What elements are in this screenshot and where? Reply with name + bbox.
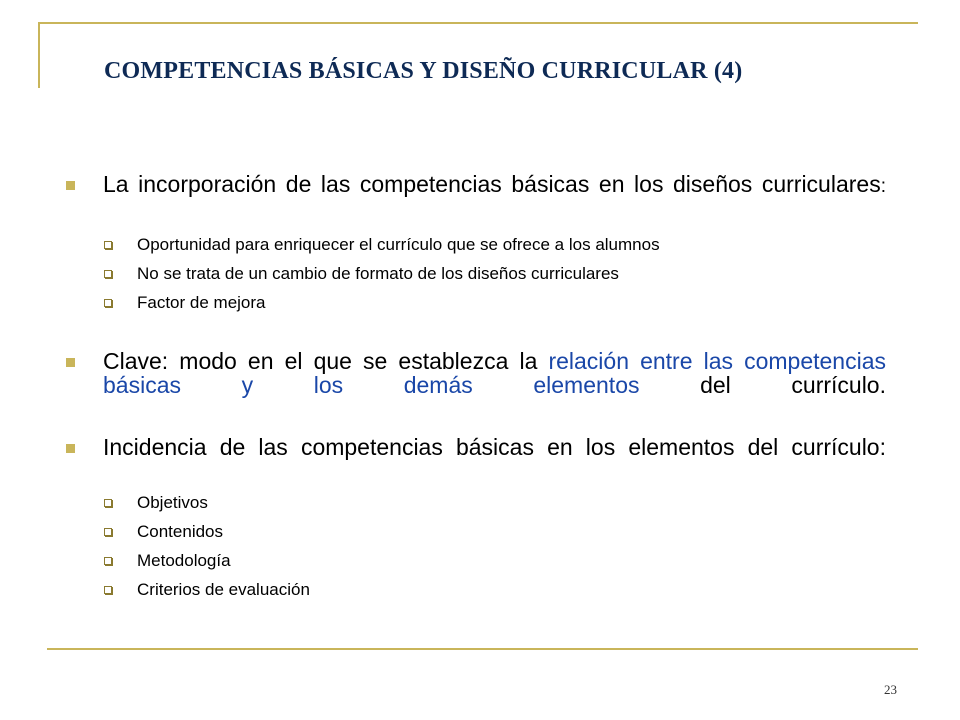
bullet-text: Clave: modo en el que se establezca la xyxy=(103,349,549,374)
bullet-item xyxy=(64,349,886,401)
bottom-divider-line xyxy=(47,648,918,650)
page-number: 23 xyxy=(884,682,897,697)
hollow-square-bullet-icon xyxy=(104,586,112,594)
hollow-square-bullet-icon xyxy=(104,299,112,307)
sub-list xyxy=(64,230,886,317)
sub-list-item-text: No se trata de un cambio de formato de los diseños curriculares xyxy=(137,264,619,283)
top-divider-line xyxy=(38,22,918,24)
sub-list-item xyxy=(102,259,886,288)
sub-list xyxy=(64,488,886,604)
sub-list-item xyxy=(102,288,886,317)
square-bullet-icon xyxy=(66,444,75,453)
bullet-item xyxy=(64,172,886,224)
sub-list-item-text: Oportunidad para enriquecer el currículo que se ofrece a los alumnos xyxy=(137,235,660,254)
sub-list-item-text: Criterios de evaluación xyxy=(137,580,310,599)
square-bullet-icon xyxy=(66,181,75,190)
bullet-item xyxy=(64,435,886,487)
sub-list-item xyxy=(102,230,886,259)
sub-list-item xyxy=(102,488,886,517)
bullet-text-end: del currículo. xyxy=(639,372,886,398)
highlighted-text: relación entre las competencias básicas y los demás elementos xyxy=(103,349,886,398)
sub-list-item-text: Objetivos xyxy=(137,493,208,512)
slide-title: COMPETENCIAS BÁSICAS Y DISEÑO CURRICULAR (4) xyxy=(104,58,743,84)
sub-list-item xyxy=(102,546,886,575)
sub-list-item xyxy=(102,575,886,604)
bullet-text-suffix: : xyxy=(880,176,886,197)
bullet-text: Incidencia de las competencias básicas en los elementos del currículo: xyxy=(103,435,886,460)
hollow-square-bullet-icon xyxy=(104,270,112,278)
hollow-square-bullet-icon xyxy=(104,557,112,565)
sub-list-item xyxy=(102,517,886,546)
hollow-square-bullet-icon xyxy=(104,241,112,249)
sub-list-item-text: Metodología xyxy=(137,551,231,570)
bullet-text: La incorporación de las competencias básicas en los diseños curriculares xyxy=(103,172,881,197)
slide-content xyxy=(64,172,886,604)
hollow-square-bullet-icon xyxy=(104,528,112,536)
hollow-square-bullet-icon xyxy=(104,499,112,507)
left-divider-line xyxy=(38,22,40,88)
sub-list-item-text: Contenidos xyxy=(137,522,224,541)
sub-list-item-text: Factor de mejora xyxy=(137,293,266,312)
square-bullet-icon xyxy=(66,358,75,367)
